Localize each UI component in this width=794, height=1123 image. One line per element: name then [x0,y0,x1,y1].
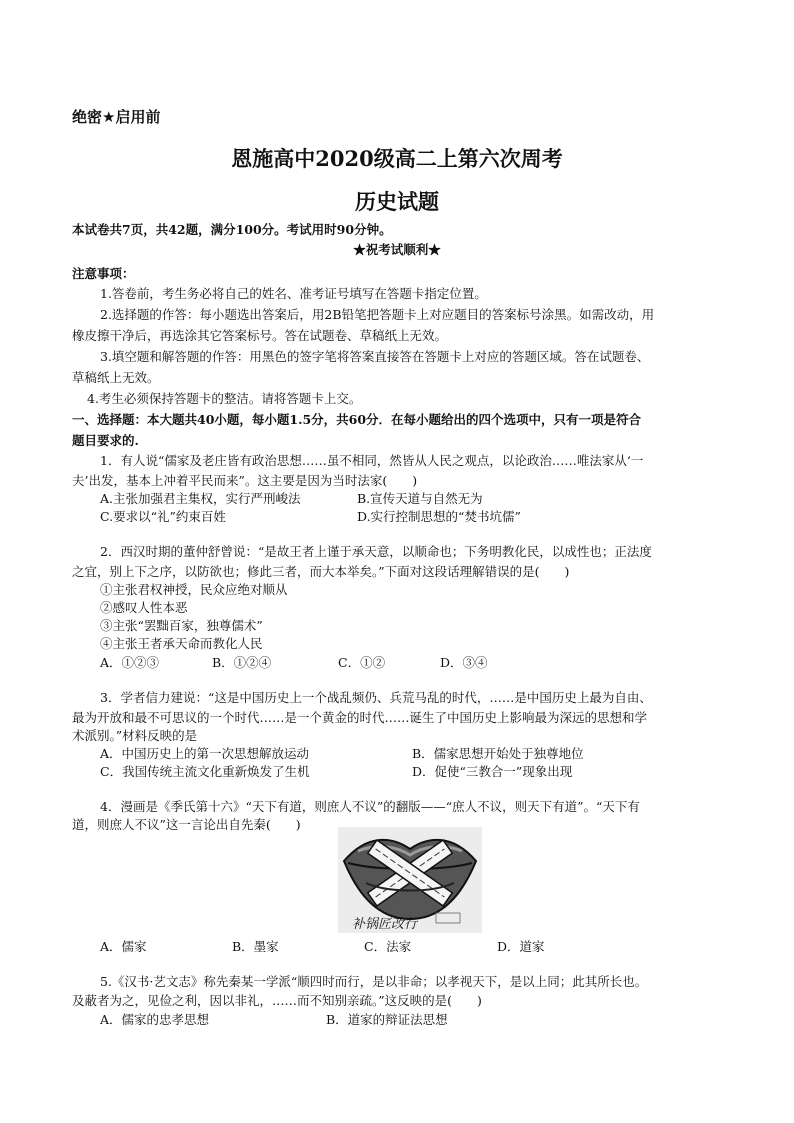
q5-stem-line-1: 5.《汉书·艺文志》称先秦某一学派“顺四时而行，是以非命；以孝视天下，是以上同；此其所长也。 [100,974,648,989]
q4-option-d: D．道家 [497,939,545,954]
q2-option-a: A．①②③ [100,655,160,670]
q1-option-c: C.要求以“礼”约束百姓 [100,509,226,524]
q3-option-b: B．儒家思想开始处于独尊地位 [412,746,584,761]
q2-option-c: C．①② [338,655,386,670]
cartoon-image [338,827,482,933]
notes-heading: 注意事项： [72,266,135,281]
confidential-label: 绝密★启用前 [72,108,161,126]
q3-stem-line-3: 术派别。”材料反映的是 [72,728,198,743]
section-heading-line-1: 一、选择题：本大题共40小题，每小题1.5分，共60分．在每小题给出的四个选项中，只有一项是符合 [72,412,642,427]
q4-stem-line-2: 道，则庶人不议”这一言论出自先秦( ) [72,817,301,832]
exam-info: 本试卷共7页，共42题，满分100分。考试用时90分钟。 [72,222,392,237]
q4-stem-line-1: 4．漫画是《季氏第十六》“天下有道，则庶人不议”的翻版——“庶人不议，则天下有道”。“天下有 [100,799,640,814]
cartoon-lips-icon [338,827,482,933]
q1-option-a: A.主张加强君主集权，实行严刑峻法 [100,491,301,506]
q5-option-b: B．道家的辩证法思想 [326,1012,448,1027]
q3-option-c: C．我国传统主流文化重新焕发了生机 [100,764,310,779]
note-2-line-2: 橡皮擦干净后，再选涂其它答案标号。答在试题卷、草稿纸上无效。 [72,328,448,343]
q2-option-d: D．③④ [440,655,488,670]
q2-statement-4: ④主张王者承天命而教化人民 [100,636,263,651]
q5-stem-line-2: 及蔽者为之，见俭之利，因以非礼，……而不知别亲疏。”这反映的是( ) [72,993,482,1008]
q3-stem-line-2: 最为开放和最不可思议的一个时代……是一个黄金的时代……诞生了中国历史上影响最为深远的思想和学 [72,710,648,725]
q4-option-a: A．儒家 [100,939,147,954]
q2-stem-line-1: 2．西汉时期的董仲舒曾说：“是故王者上谨于承天意，以顺命也；下务明教化民，以成性也；正法度 [100,544,652,559]
q3-option-d: D．促使“三教合一”现象出现 [412,764,573,779]
exam-title: 恩施高中2020级高二上第六次周考 [231,146,563,171]
q2-statement-1: ①主张君权神授，民众应绝对顺从 [100,582,288,597]
q2-statement-2: ②感叹人性本恶 [100,600,188,615]
section-heading-line-2: 题目要求的. [72,433,139,448]
q4-option-b: B．墨家 [232,939,279,954]
note-2-line-1: 2.选择题的作答：每小题选出答案后，用2B铅笔把答题卡上对应题目的答案标号涂黑。如需改动，用 [100,307,655,322]
q1-option-b: B.宣传天道与自然无为 [357,491,483,506]
q3-option-a: A．中国历史上的第一次思想解放运动 [100,746,310,761]
note-4: 4.考生必须保持答题卡的整洁。请将答题卡上交。 [87,391,362,406]
q1-stem-line-1: 1．有人说“儒家及老庄皆有政治思想……虽不相同，然皆从人民之观点，以论政治……唯法家从‘一 [100,453,644,468]
note-3-line-1: 3.填空题和解答题的作答：用黑色的签字笔将答案直接答在答题卡上对应的答题区域。答在试题卷、 [100,349,650,364]
q2-stem-line-2: 之宜，别上下之序，以防欲也；修此三者，而大本举矣。”下面对这段话理解错误的是( ) [72,564,570,579]
good-luck-line: ★祝考试顺利★ [353,242,441,257]
q2-option-b: B．①②④ [212,655,272,670]
q5-option-a: A．儒家的忠孝思想 [100,1012,210,1027]
q1-stem-line-2: 夫’出发，基本上冲着平民而来”。这主要是因为当时法家( ) [72,473,418,488]
q2-statement-3: ③主张“罢黜百家，独尊儒术” [100,618,263,633]
q3-stem-line-1: 3．学者信力建说：“这是中国历史上一个战乱频仍、兵荒马乱的时代，……是中国历史上最为自由、 [100,690,652,705]
subject-title: 历史试题 [355,189,439,214]
note-1: 1.答卷前，考生务必将自己的姓名、准考证号填写在答题卡指定位置。 [100,286,487,301]
cartoon-caption: 补锅匠改行 [352,917,418,932]
q1-option-d: D.实行控制思想的“焚书坑儒” [357,509,521,524]
q4-option-c: C．法家 [364,939,412,954]
note-3-line-2: 草稿纸上无效。 [72,370,160,385]
